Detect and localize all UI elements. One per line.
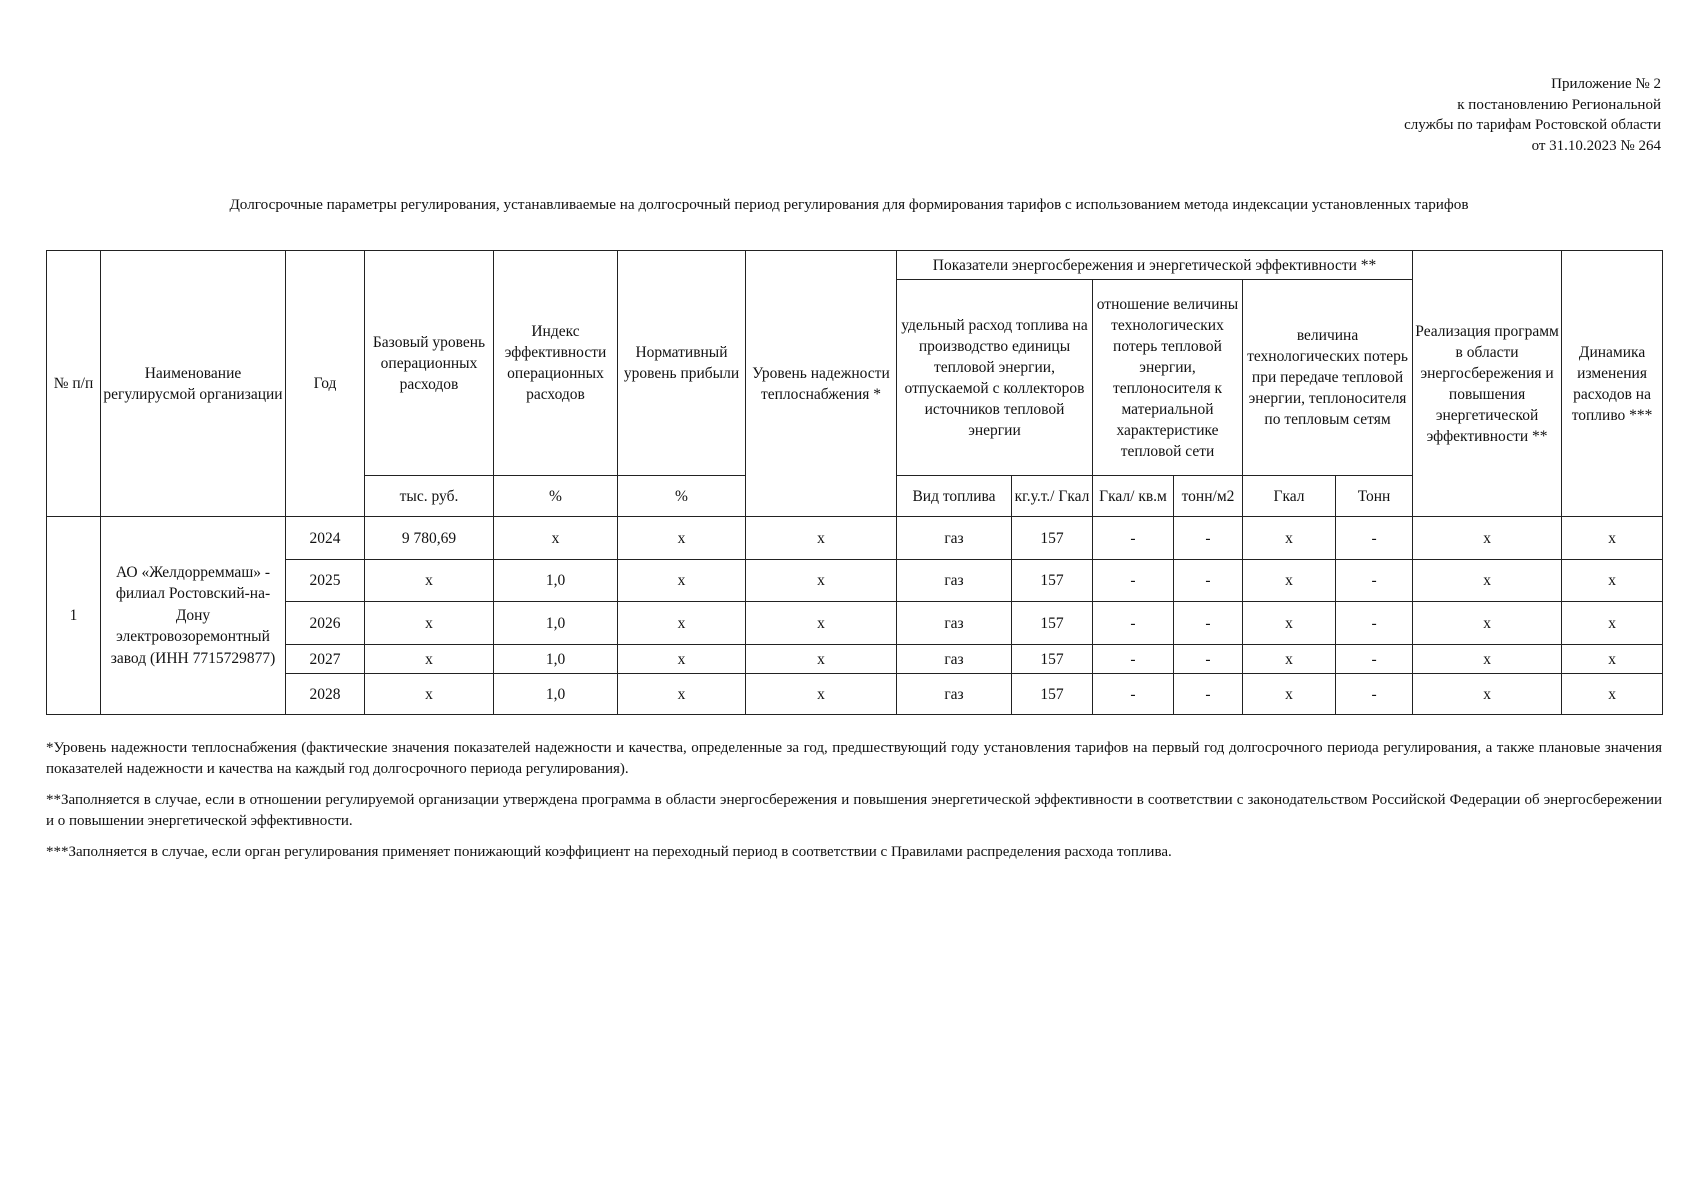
- table-row: [47, 517, 1663, 560]
- cell-year: 2028: [286, 674, 365, 715]
- cell-year: 2026: [286, 602, 365, 645]
- cell-loss-heat: x: [1243, 674, 1336, 715]
- header-org: Наименование регулирусмой организации: [101, 251, 286, 517]
- table-row: [47, 645, 1663, 674]
- cell-reliability: x: [746, 517, 897, 560]
- cell-loss-heat: x: [1243, 602, 1336, 645]
- cell-loss-ratio-heat: -: [1093, 517, 1174, 560]
- header-reliability: Уровень надежности теплоснабжения *: [746, 251, 897, 517]
- cell-fuel-rate: 157: [1012, 517, 1093, 560]
- header-profit-level: Нормативный уровень прибыли: [618, 251, 746, 476]
- cell-loss-heat: x: [1243, 560, 1336, 602]
- cell-programs: x: [1413, 602, 1562, 645]
- appendix-header: [1404, 74, 1661, 156]
- cell-profit-level: x: [618, 674, 746, 715]
- document-title: Долгосрочные параметры регулирования, устанавливаемые на долгосрочный период регулирования для формирования тарифов с использованием метода индексации установленных тарифов: [229, 196, 1469, 213]
- unit-base: тыс. руб.: [365, 476, 494, 517]
- cell-base-opex: x: [365, 674, 494, 715]
- cell-fuel-dynamics: x: [1562, 645, 1663, 674]
- cell-loss-ratio-heat: -: [1093, 645, 1174, 674]
- cell-fuel-rate: 157: [1012, 674, 1093, 715]
- cell-efficiency-index: 1,0: [494, 645, 618, 674]
- header-efficiency-index: Индекс эффективности операционных расходов: [494, 251, 618, 476]
- header-fuel-dynamics: Динамика изменения расходов на топливо ***: [1562, 251, 1663, 517]
- cell-loss-carrier: -: [1336, 602, 1413, 645]
- table-row: [47, 560, 1663, 602]
- cell-base-opex: x: [365, 645, 494, 674]
- cell-efficiency-index: 1,0: [494, 602, 618, 645]
- header-num: № п/п: [47, 251, 101, 517]
- cell-programs: x: [1413, 645, 1562, 674]
- cell-loss-ratio-carrier: -: [1174, 602, 1243, 645]
- appendix-authority: службы по тарифам Ростовской области: [1404, 117, 1661, 133]
- header-loss-amount: величина технологических потерь при передаче тепловой энергии, теплоносителя по тепловым сетям: [1243, 280, 1413, 476]
- footnotes: [46, 738, 1662, 873]
- cell-loss-heat: x: [1243, 517, 1336, 560]
- cell-loss-heat: x: [1243, 645, 1336, 674]
- header-programs: Реализация программ в области энергосбережения и повышения энергетической эффективности **: [1413, 251, 1562, 517]
- cell-reliability: x: [746, 645, 897, 674]
- cell-efficiency-index: 1,0: [494, 674, 618, 715]
- header-year: Год: [286, 251, 365, 517]
- unit-loss-ratio-carrier: тонн/м2: [1174, 476, 1243, 517]
- table-row: [47, 602, 1663, 645]
- cell-reliability: x: [746, 602, 897, 645]
- cell-fuel-dynamics: x: [1562, 674, 1663, 715]
- cell-efficiency-index: x: [494, 517, 618, 560]
- cell-efficiency-index: 1,0: [494, 560, 618, 602]
- cell-year: 2025: [286, 560, 365, 602]
- cell-loss-ratio-carrier: -: [1174, 674, 1243, 715]
- cell-programs: x: [1413, 674, 1562, 715]
- cell-fuel-rate: 157: [1012, 602, 1093, 645]
- cell-fuel-type: газ: [897, 560, 1012, 602]
- cell-year: 2024: [286, 517, 365, 560]
- unit-index: %: [494, 476, 618, 517]
- unit-loss-heat: Гкал: [1243, 476, 1336, 517]
- org-name: АО «Желдорреммаш» - филиал Ростовский-на-Дону электровозоремонтный завод (ИНН 7715729877): [101, 517, 286, 715]
- header-loss-ratio: отношение величины технологических потерь тепловой энергии, теплоносителя к материальной характеристике тепловой сети: [1093, 280, 1243, 476]
- cell-fuel-type: газ: [897, 602, 1012, 645]
- cell-programs: x: [1413, 517, 1562, 560]
- cell-loss-ratio-carrier: -: [1174, 645, 1243, 674]
- cell-fuel-rate: 157: [1012, 560, 1093, 602]
- header-base-opex: Базовый уровень операционных расходов: [365, 251, 494, 476]
- cell-reliability: x: [746, 560, 897, 602]
- cell-fuel-dynamics: x: [1562, 517, 1663, 560]
- cell-base-opex: x: [365, 560, 494, 602]
- cell-profit-level: x: [618, 517, 746, 560]
- cell-loss-carrier: -: [1336, 645, 1413, 674]
- cell-fuel-rate: 157: [1012, 645, 1093, 674]
- unit-fuel-type: Вид топлива: [897, 476, 1012, 517]
- cell-profit-level: x: [618, 602, 746, 645]
- unit-fuel-rate: кг.у.т./ Гкал: [1012, 476, 1093, 517]
- cell-base-opex: 9 780,69: [365, 517, 494, 560]
- cell-loss-ratio-heat: -: [1093, 674, 1174, 715]
- appendix-date: от 31.10.2023 № 264: [1531, 137, 1661, 154]
- cell-fuel-type: газ: [897, 645, 1012, 674]
- cell-programs: x: [1413, 560, 1562, 602]
- cell-fuel-dynamics: x: [1562, 602, 1663, 645]
- table-row: [47, 674, 1663, 715]
- cell-profit-level: x: [618, 645, 746, 674]
- cell-profit-level: x: [618, 560, 746, 602]
- cell-loss-ratio-heat: -: [1093, 602, 1174, 645]
- unit-loss-carrier: Тонн: [1336, 476, 1413, 517]
- org-number: 1: [47, 517, 101, 715]
- cell-loss-carrier: -: [1336, 560, 1413, 602]
- header-fuel-rate: удельный расход топлива на производство единицы тепловой энергии, отпускаемой с коллекторов источников тепловой энергии: [897, 280, 1093, 476]
- cell-loss-ratio-heat: -: [1093, 560, 1174, 602]
- cell-loss-ratio-carrier: -: [1174, 560, 1243, 602]
- cell-fuel-type: газ: [897, 517, 1012, 560]
- appendix-number: Приложение № 2: [1551, 76, 1661, 92]
- footnote-fuel-coefficient: ***Заполняется в случае, если орган регулирования применяет понижающий коэффициент на переходный период в соответствии с Правилами распределения расхода топлива.: [46, 844, 1172, 860]
- unit-loss-ratio-heat: Гкал/ кв.м: [1093, 476, 1174, 517]
- parameters-table: [46, 250, 1663, 715]
- cell-fuel-type: газ: [897, 674, 1012, 715]
- cell-loss-ratio-carrier: -: [1174, 517, 1243, 560]
- unit-profit: %: [618, 476, 746, 517]
- footnote-reliability: *Уровень надежности теплоснабжения (фактические значения показателей надежности и качества, определенные за год, предшествующий году установления тарифов на первый год долгосрочного периода регулирования, а также плановые значения показателей надежности и качества на каждый год долгосрочного периода регулирования).: [46, 740, 1662, 777]
- footnote-energy-program: **Заполняется в случае, если в отношении регулируемой организации утверждена программа в области энергосбережения и повышения энергетической эффективности в соответствии с законодательством Российской Федерации об энергосбережении и о повышении энергетической эффективности.: [46, 792, 1662, 829]
- cell-loss-carrier: -: [1336, 674, 1413, 715]
- header-energy-group: Показатели энергосбережения и энергетической эффективности **: [897, 251, 1413, 280]
- cell-reliability: x: [746, 674, 897, 715]
- cell-fuel-dynamics: x: [1562, 560, 1663, 602]
- cell-loss-carrier: -: [1336, 517, 1413, 560]
- cell-year: 2027: [286, 645, 365, 674]
- appendix-resolution: к постановлению Региональной: [1457, 96, 1661, 113]
- cell-base-opex: x: [365, 602, 494, 645]
